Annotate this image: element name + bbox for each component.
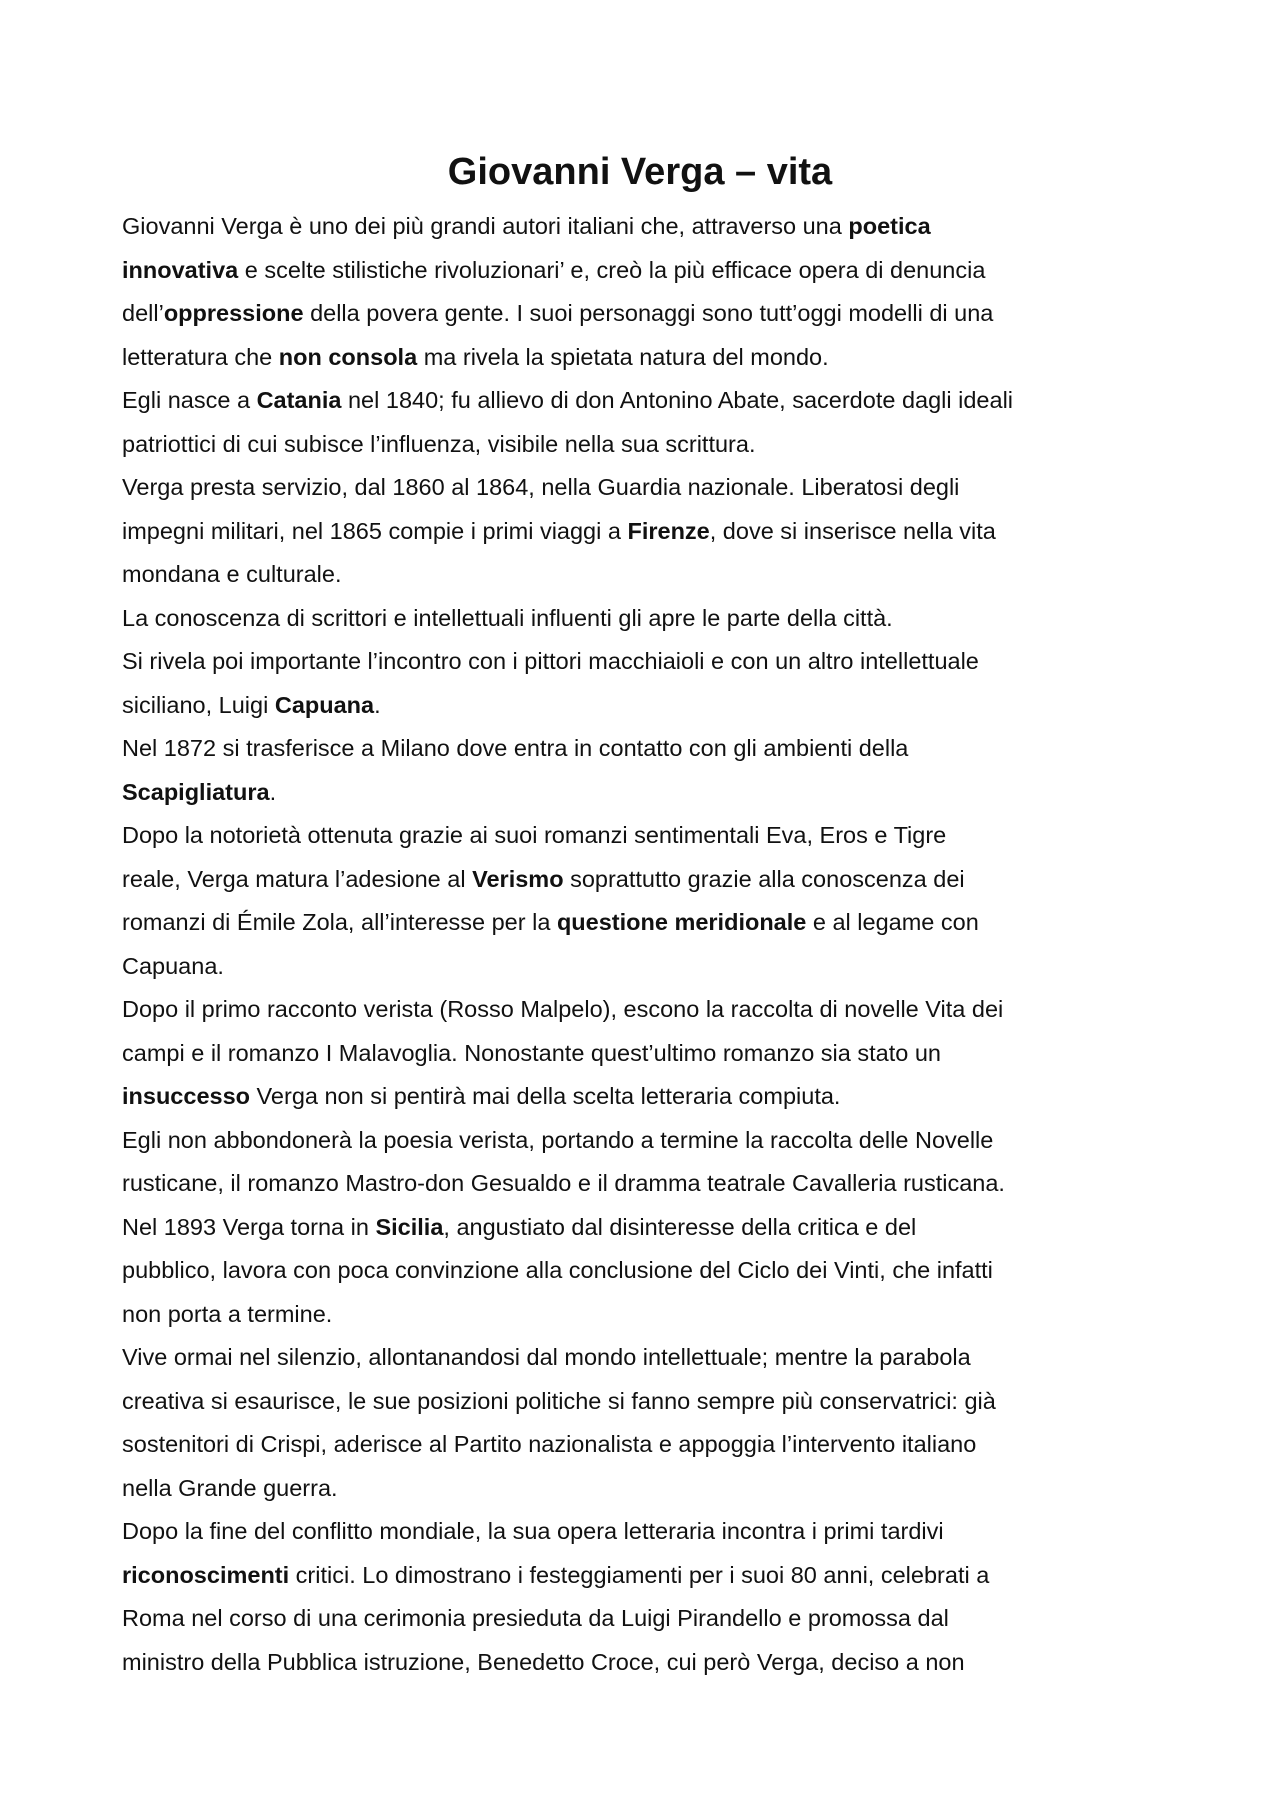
text-line <box>122 1380 1182 1424</box>
text-line <box>122 1162 1182 1206</box>
text-segment: reale, Verga matura l’adesione al <box>122 865 473 892</box>
text-segment: e scelte stilistiche rivoluzionari’ e, creò la più efficace opera di denuncia <box>238 256 986 283</box>
text-segment: mondana e culturale. <box>122 561 342 587</box>
text-line <box>122 771 1182 815</box>
text-segment: , dove si inserisce nella vita <box>709 517 996 544</box>
text-segment: pubblico, lavora con poca convinzione alla conclusione del Ciclo dei Vinti, che infatti <box>122 1257 993 1283</box>
text-line <box>122 640 1182 684</box>
text-line <box>122 684 1182 728</box>
text-segment: Verga non si pentirà mai della scelta letteraria compiuta. <box>250 1083 841 1109</box>
text-line <box>122 1641 1182 1685</box>
page-title: Giovanni Verga – vita <box>447 151 833 193</box>
text-segment: soprattutto grazie alla conoscenza dei <box>563 865 965 892</box>
text-segment: nella Grande guerra. <box>122 1474 338 1501</box>
text-segment: . <box>269 778 277 805</box>
text-segment: ministro della Pubblica istruzione, Benedetto Croce, cui però Verga, deciso a non <box>122 1648 965 1675</box>
body-text <box>122 205 1182 1684</box>
text-segment: della povera gente. I suoi personaggi sono tutt’oggi modelli di una <box>303 300 994 326</box>
text-segment: , angustiato dal disinteresse della critica e del <box>443 1213 917 1240</box>
text-line <box>122 1293 1182 1337</box>
bold-keyword: insuccesso <box>122 1083 251 1109</box>
bold-keyword: Capuana <box>274 691 375 718</box>
text-segment: impegni militari, nel 1865 compie i primi viaggi a <box>122 517 628 544</box>
text-line <box>122 901 1182 945</box>
text-segment: romanzi di Émile Zola, all’interesse per la <box>122 909 557 935</box>
text-line <box>122 379 1182 423</box>
bold-keyword: Firenze <box>627 517 710 544</box>
text-line <box>122 597 1182 641</box>
text-line <box>122 1423 1182 1467</box>
text-segment: Vive ormai nel silenzio, allontanandosi dal mondo intellettuale; mentre la parabola <box>122 1344 971 1370</box>
text-segment: e al legame con <box>806 909 979 935</box>
text-line <box>122 510 1182 554</box>
text-segment: Egli non abbondonerà la poesia verista, portando a termine la raccolta delle Novelle <box>122 1126 994 1153</box>
text-segment: ma rivela la spietata natura del mondo. <box>417 343 829 370</box>
text-line <box>122 1554 1182 1598</box>
text-segment: sostenitori di Crispi, aderisce al Partito nazionalista e appoggia l’intervento italiano <box>122 1431 977 1457</box>
text-segment: campi e il romanzo I Malavoglia. Nonostante quest’ultimo romanzo sia stato un <box>122 1039 941 1066</box>
bold-keyword: questione meridionale <box>556 909 807 935</box>
text-segment: creativa si esaurisce, le sue posizioni politiche si fanno sempre più conservatrici: già <box>122 1387 996 1414</box>
text-segment: Si rivela poi importante l’incontro con i pittori macchiaioli e con un altro intellettuale <box>122 648 979 674</box>
bold-keyword: Verismo <box>472 865 564 892</box>
bold-keyword: poetica <box>848 213 931 239</box>
text-line <box>122 423 1182 467</box>
text-line <box>122 1206 1182 1250</box>
text-line <box>122 988 1182 1032</box>
bold-keyword: Sicilia <box>375 1213 444 1240</box>
text-line <box>122 1075 1182 1119</box>
text-line <box>122 553 1182 597</box>
bold-keyword: riconoscimenti <box>122 1561 290 1588</box>
bold-keyword: innovativa <box>122 256 239 283</box>
text-line <box>122 1032 1182 1076</box>
text-line <box>122 814 1182 858</box>
text-line <box>122 466 1182 510</box>
bold-keyword: Catania <box>256 387 342 413</box>
text-line <box>122 1119 1182 1163</box>
text-segment: Dopo la notorietà ottenuta grazie ai suoi romanzi sentimentali Eva, Eros e Tigre <box>122 822 947 848</box>
text-segment: La conoscenza di scrittori e intellettuali influenti gli apre le parte della città. <box>122 604 893 631</box>
bold-keyword: oppressione <box>163 300 304 326</box>
text-segment: Verga presta servizio, dal 1860 al 1864, nella Guardia nazionale. Liberatosi degli <box>122 474 960 500</box>
text-segment: non porta a termine. <box>122 1300 333 1327</box>
text-line <box>122 336 1182 380</box>
text-segment: Nel 1893 Verga torna in <box>122 1213 376 1240</box>
text-line <box>122 858 1182 902</box>
text-line <box>122 205 1182 249</box>
text-segment: Roma nel corso di una cerimonia presieduta da Luigi Pirandello e promossa dal <box>122 1605 949 1631</box>
text-segment: letteratura che <box>122 343 279 370</box>
text-segment: Egli nasce a <box>122 387 257 413</box>
bold-keyword: non consola <box>278 343 418 370</box>
text-line <box>122 1510 1182 1554</box>
text-line <box>122 249 1182 293</box>
text-line <box>122 727 1182 771</box>
text-segment: nel 1840; fu allievo di don Antonino Abate, sacerdote dagli ideali <box>341 387 1014 413</box>
text-segment: siciliano, Luigi <box>122 691 275 718</box>
text-line <box>122 292 1182 336</box>
text-line <box>122 1249 1182 1293</box>
text-line <box>122 945 1182 989</box>
text-segment: patriottici di cui subisce l’influenza, visibile nella sua scrittura. <box>122 430 756 457</box>
text-segment: Nel 1872 si trasferisce a Milano dove entra in contatto con gli ambienti della <box>122 735 909 761</box>
text-segment: rusticane, il romanzo Mastro-don Gesualdo e il dramma teatrale Cavalleria rusticana. <box>122 1170 1005 1196</box>
bold-keyword: Scapigliatura <box>122 778 270 805</box>
text-segment: . <box>374 691 381 718</box>
text-line <box>122 1467 1182 1511</box>
text-segment: Dopo il primo racconto verista (Rosso Malpelo), escono la raccolta di novelle Vita dei <box>122 996 1004 1022</box>
text-line <box>122 1336 1182 1380</box>
text-segment: Capuana. <box>122 952 224 979</box>
text-segment: dell’ <box>122 300 164 326</box>
text-segment: Giovanni Verga è uno dei più grandi autori italiani che, attraverso una <box>122 213 849 239</box>
text-segment: critici. Lo dimostrano i festeggiamenti per i suoi 80 anni, celebrati a <box>289 1561 990 1588</box>
text-line <box>122 1597 1182 1641</box>
text-segment: Dopo la fine del conflitto mondiale, la sua opera letteraria incontra i primi tardivi <box>122 1518 944 1544</box>
